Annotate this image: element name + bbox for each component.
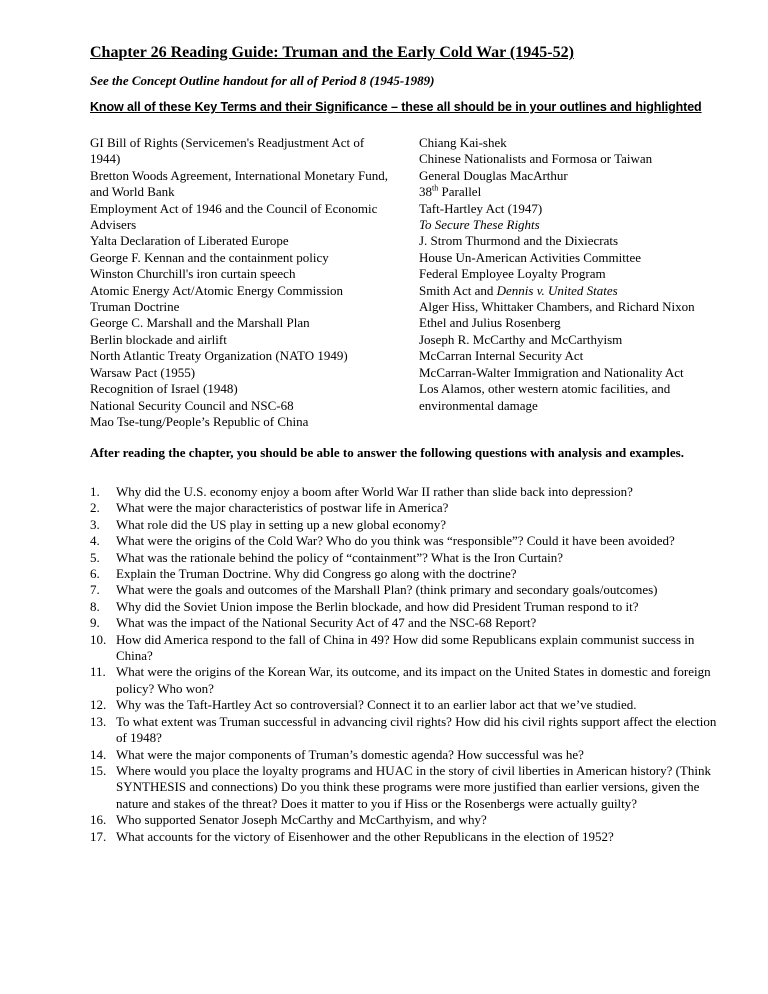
question-number: 17. — [90, 828, 107, 844]
key-term: Taft-Hartley Act (1947) — [419, 200, 543, 216]
question-number: 16. — [90, 812, 107, 828]
question-text: Where would you place the loyalty programs and HUAC in the story of civil liberties in American history? (Think SYNTHESIS and connections) Do you think these programs were more justified than earlier versions, given the nature and stakes of the threat? Does it matter to you if Hiss or the Rosenbergs were actually guilty? — [116, 762, 711, 811]
key-term: Bretton Woods Agreement, International Monetary Fund, and World Bank — [90, 167, 389, 200]
question-number: 9. — [90, 615, 100, 631]
question-item — [90, 664, 720, 697]
key-term: Truman Doctrine — [90, 299, 180, 315]
parallel-number: 38 — [419, 184, 432, 200]
key-term-smith-act — [419, 283, 719, 299]
question-text: What were the major characteristics of postwar life in America? — [116, 500, 449, 516]
key-term: Atomic Energy Act/Atomic Energy Commission — [90, 282, 343, 298]
key-term: Yalta Declaration of Liberated Europe — [90, 233, 289, 249]
question-item — [90, 599, 720, 615]
question-number: 14. — [90, 746, 107, 762]
question-text: Why was the Taft-Hartley Act so controversial? Connect it to an earlier labor act that we’ve studied. — [116, 697, 637, 713]
page-title: Chapter 26 Reading Guide: Truman and the Early Cold War (1945-52) — [90, 44, 574, 61]
question-item — [90, 550, 720, 566]
questions-list — [90, 484, 720, 845]
question-text: What were the origins of the Cold War? Who do you think was “responsible”? Could it have been avoided? — [116, 533, 675, 549]
key-terms-left-column — [90, 135, 395, 430]
question-number: 7. — [90, 582, 100, 598]
question-text: Why did the Soviet Union impose the Berlin blockade, and how did President Truman respond to it? — [116, 598, 639, 614]
key-term: To Secure These Rights — [419, 217, 540, 233]
key-term: McCarran-Walter Immigration and Nationality Act — [419, 364, 684, 380]
question-number: 10. — [90, 631, 107, 647]
question-item — [90, 517, 720, 533]
key-term: George C. Marshall and the Marshall Plan — [90, 315, 310, 331]
key-term: House Un-American Activities Committee — [419, 249, 642, 265]
question-number: 12. — [90, 697, 107, 713]
key-term: Winston Churchill's iron curtain speech — [90, 266, 296, 282]
question-text: What role did the US play in setting up a new global economy? — [116, 516, 446, 532]
question-number: 15. — [90, 762, 107, 778]
key-term: Joseph R. McCarthy and McCarthyism — [419, 331, 623, 347]
question-item — [90, 500, 720, 516]
key-term: Chiang Kai-shek — [419, 135, 507, 150]
question-text: What was the rationale behind the policy of “containment”? What is the Iron Curtain? — [116, 549, 564, 565]
key-term: Chinese Nationalists and Formosa or Taiwan — [419, 151, 653, 167]
question-number: 1. — [90, 484, 100, 499]
key-term: Ethel and Julius Rosenberg — [419, 315, 561, 331]
key-terms-right-column — [419, 135, 719, 414]
smith-act-label: Smith Act and — [419, 282, 497, 298]
question-text: Who supported Senator Joseph McCarthy and McCarthyism, and why? — [116, 812, 487, 828]
key-term: General Douglas MacArthur — [419, 167, 568, 183]
smith-act-case: Dennis v. United States — [496, 282, 618, 298]
question-text: What accounts for the victory of Eisenhower and the other Republicans in the election of 1952? — [116, 828, 614, 844]
question-text: What was the impact of the National Security Act of 47 and the NSC-68 Report? — [116, 615, 537, 631]
key-term: North Atlantic Treaty Organization (NATO 1949) — [90, 348, 348, 364]
question-number: 4. — [90, 533, 100, 549]
key-term: Alger Hiss, Whittaker Chambers, and Richard Nixon — [419, 299, 695, 315]
question-item — [90, 714, 720, 747]
question-number: 3. — [90, 516, 100, 532]
key-term: Mao Tse-tung/People’s Republic of China — [90, 413, 309, 429]
key-term: Recognition of Israel (1948) — [90, 381, 238, 397]
question-item — [90, 484, 720, 500]
question-item — [90, 566, 720, 582]
question-item — [90, 829, 720, 845]
question-number: 13. — [90, 713, 107, 729]
concept-outline-note: See the Concept Outline handout for all of Period 8 (1945-1989) — [90, 73, 435, 88]
key-term: McCarran Internal Security Act — [419, 348, 584, 364]
question-item — [90, 747, 720, 763]
parallel-label: Parallel — [438, 184, 482, 200]
question-text: To what extent was Truman successful in advancing civil rights? How did his civil rights support affect the election of 1948? — [116, 713, 717, 746]
key-term: Warsaw Pact (1955) — [90, 364, 196, 380]
key-term: J. Strom Thurmond and the Dixiecrats — [419, 233, 619, 249]
question-number: 8. — [90, 598, 100, 614]
question-text: How did America respond to the fall of China in 49? How did some Republicans explain communist success in China? — [116, 631, 695, 664]
question-text: Explain the Truman Doctrine. Why did Congress go along with the doctrine? — [116, 566, 517, 582]
key-term: National Security Council and NSC-68 — [90, 397, 294, 413]
key-term: GI Bill of Rights (Servicemen's Readjustment Act of 1944) — [90, 135, 365, 167]
question-item — [90, 697, 720, 713]
question-number: 2. — [90, 500, 100, 516]
key-term: Berlin blockade and airlift — [90, 331, 227, 347]
question-item — [90, 533, 720, 549]
question-text: What were the origins of the Korean War, its outcome, and its impact on the United States in domestic and foreign policy? Who won? — [116, 664, 711, 696]
question-text: What were the goals and outcomes of the Marshall Plan? (think primary and secondary goals/outcomes) — [116, 582, 658, 598]
question-number: 11. — [90, 664, 106, 680]
key-term: George F. Kennan and the containment policy — [90, 249, 329, 265]
key-terms-heading: Know all of these Key Terms and their Significance – these all should be in your outlines and highlighted — [90, 100, 702, 114]
question-text: What were the major components of Truman’s domestic agenda? How successful was he? — [116, 746, 584, 762]
questions-instructions: After reading the chapter, you should be able to answer the following questions with analysis and examples. — [90, 445, 684, 460]
question-item — [90, 615, 720, 631]
question-item — [90, 632, 720, 665]
key-term-38th-parallel — [419, 184, 719, 200]
parallel-ordinal: th — [432, 183, 439, 193]
question-text: Why did the U.S. economy enjoy a boom after World War II rather than slide back into depression? — [116, 484, 633, 499]
question-item — [90, 763, 720, 812]
question-number: 5. — [90, 549, 100, 565]
question-item — [90, 812, 720, 828]
question-item — [90, 582, 720, 598]
key-term: Federal Employee Loyalty Program — [419, 266, 606, 282]
key-term: Los Alamos, other western atomic facilities, and environmental damage — [419, 381, 671, 413]
key-term: Employment Act of 1946 and the Council of Economic Advisers — [90, 200, 378, 233]
question-number: 6. — [90, 566, 100, 582]
